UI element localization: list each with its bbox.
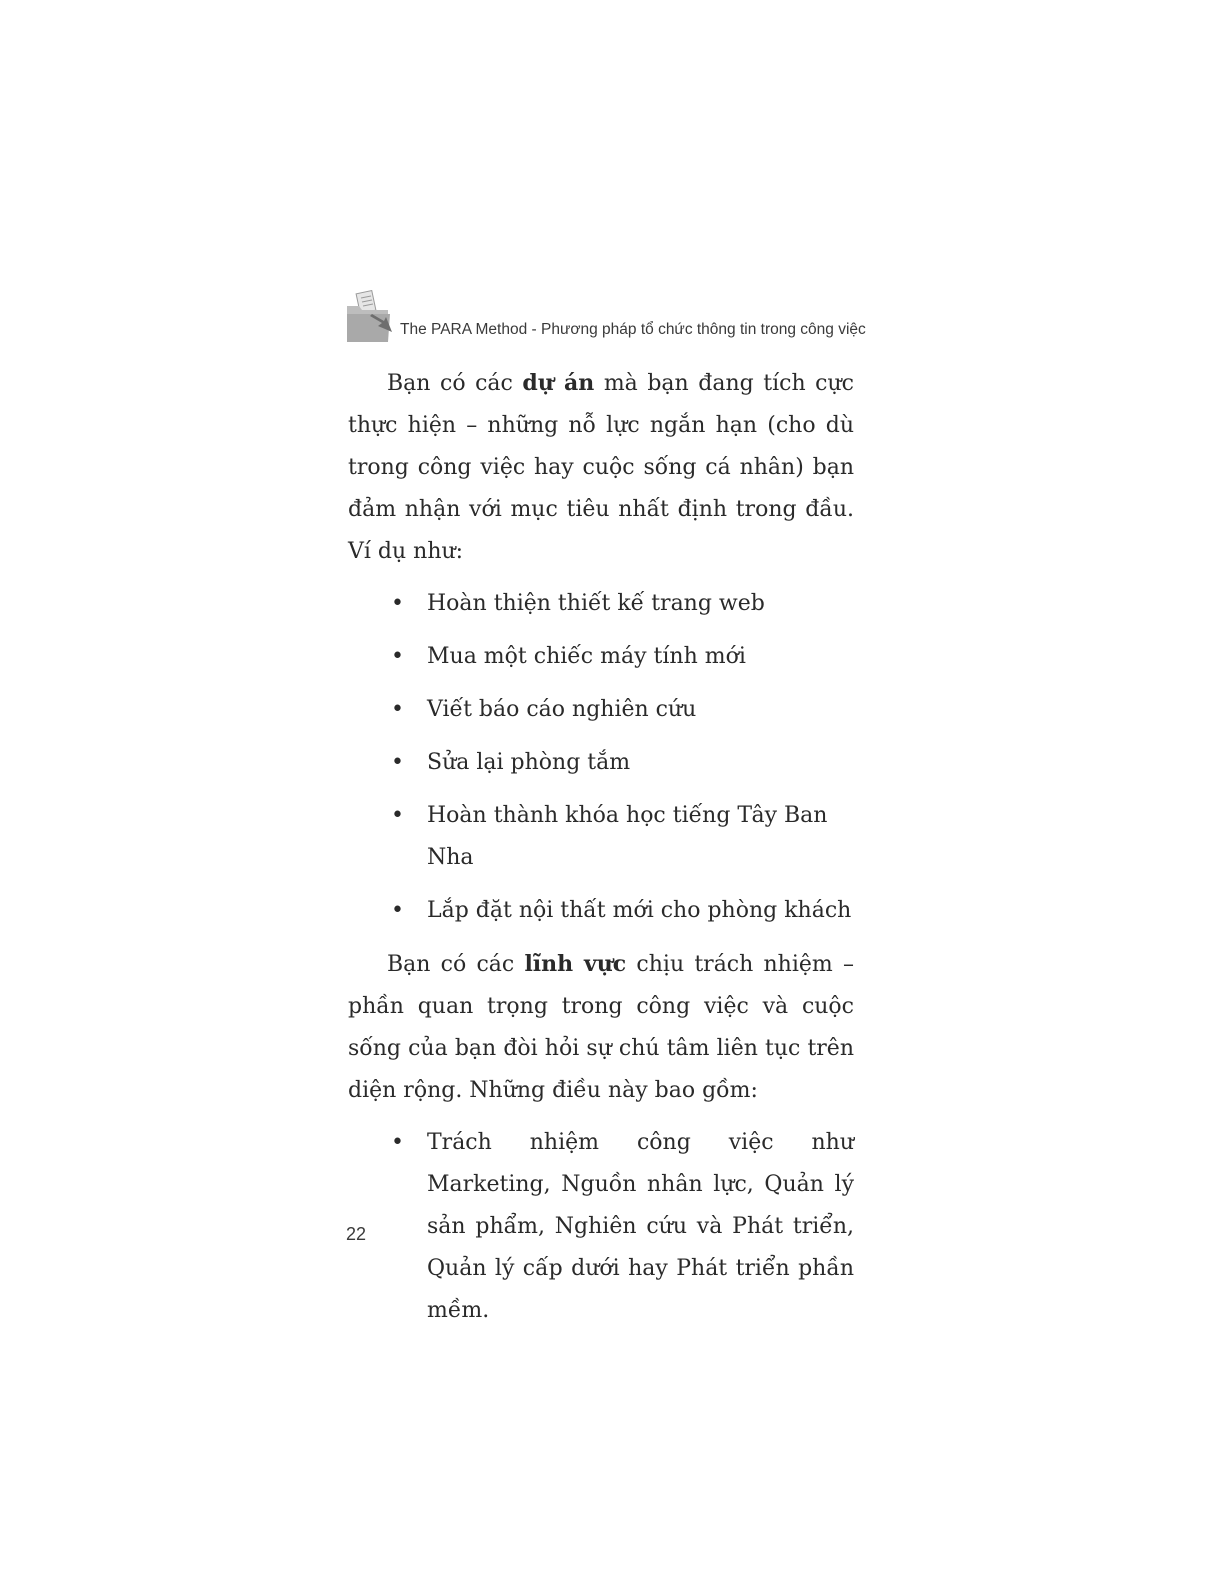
list-item-text: Sửa lại phòng tắm [427,750,631,775]
term-areas: lĩnh vực [524,951,627,977]
bullet: • [391,750,404,775]
paragraph-areas-start: Bạn có các [387,952,525,977]
list-item [348,636,854,678]
list-item [348,890,854,932]
header-title: The PARA Method - Phương pháp tổ chức thông tin trong công việc [400,321,866,338]
paragraph-areas-rest: chịu trách nhiệm – phần quan trọng trong công việc và cuộc sống của bạn đòi hỏi sự chú tâm liên tục trên diện rộng. Những điều này bao gồm: [348,952,854,1103]
projects-list [348,583,854,932]
page-number: 22 [346,1224,367,1244]
bullet: • [391,644,404,669]
paragraph-projects-start: Bạn có các [387,371,523,396]
bullet: • [391,1130,404,1155]
list-item [348,689,854,731]
list-item [348,742,854,784]
list-item-text: Hoàn thiện thiết kế trang web [427,591,765,616]
paragraph-projects [348,362,854,573]
bullet: • [391,803,404,828]
list-item [348,1122,854,1332]
page-content [348,362,854,1343]
running-header [344,290,864,346]
list-item-text: Viết báo cáo nghiên cứu [427,697,697,722]
paragraph-projects-rest: mà bạn đang tích cực thực hiện – những nỗ lực ngắn hạn (cho dù trong công việc hay cuộc sống cá nhân) bạn đảm nhận với mục tiêu nhất định trong đầu. Ví dụ như: [348,371,854,564]
bullet: • [391,697,404,722]
list-item [348,795,854,879]
list-item-text: Lắp đặt nội thất mới cho phòng khách [427,898,852,923]
list-item-text: Trách nhiệm công việc như Marketing, Nguồn nhân lực, Quản lý sản phẩm, Nghiên cứu và Phát triển, Quản lý cấp dưới hay Phát triển phần mềm. [427,1130,854,1323]
list-item [348,583,854,625]
areas-list [348,1122,854,1332]
term-projects: dự án [522,370,595,396]
bullet: • [391,898,404,923]
paragraph-areas [348,943,854,1112]
list-item-text: Hoàn thành khóa học tiếng Tây Ban Nha [427,803,828,870]
bullet: • [391,591,404,616]
folder-arrow-icon [344,290,394,344]
list-item-text: Mua một chiếc máy tính mới [427,644,746,669]
